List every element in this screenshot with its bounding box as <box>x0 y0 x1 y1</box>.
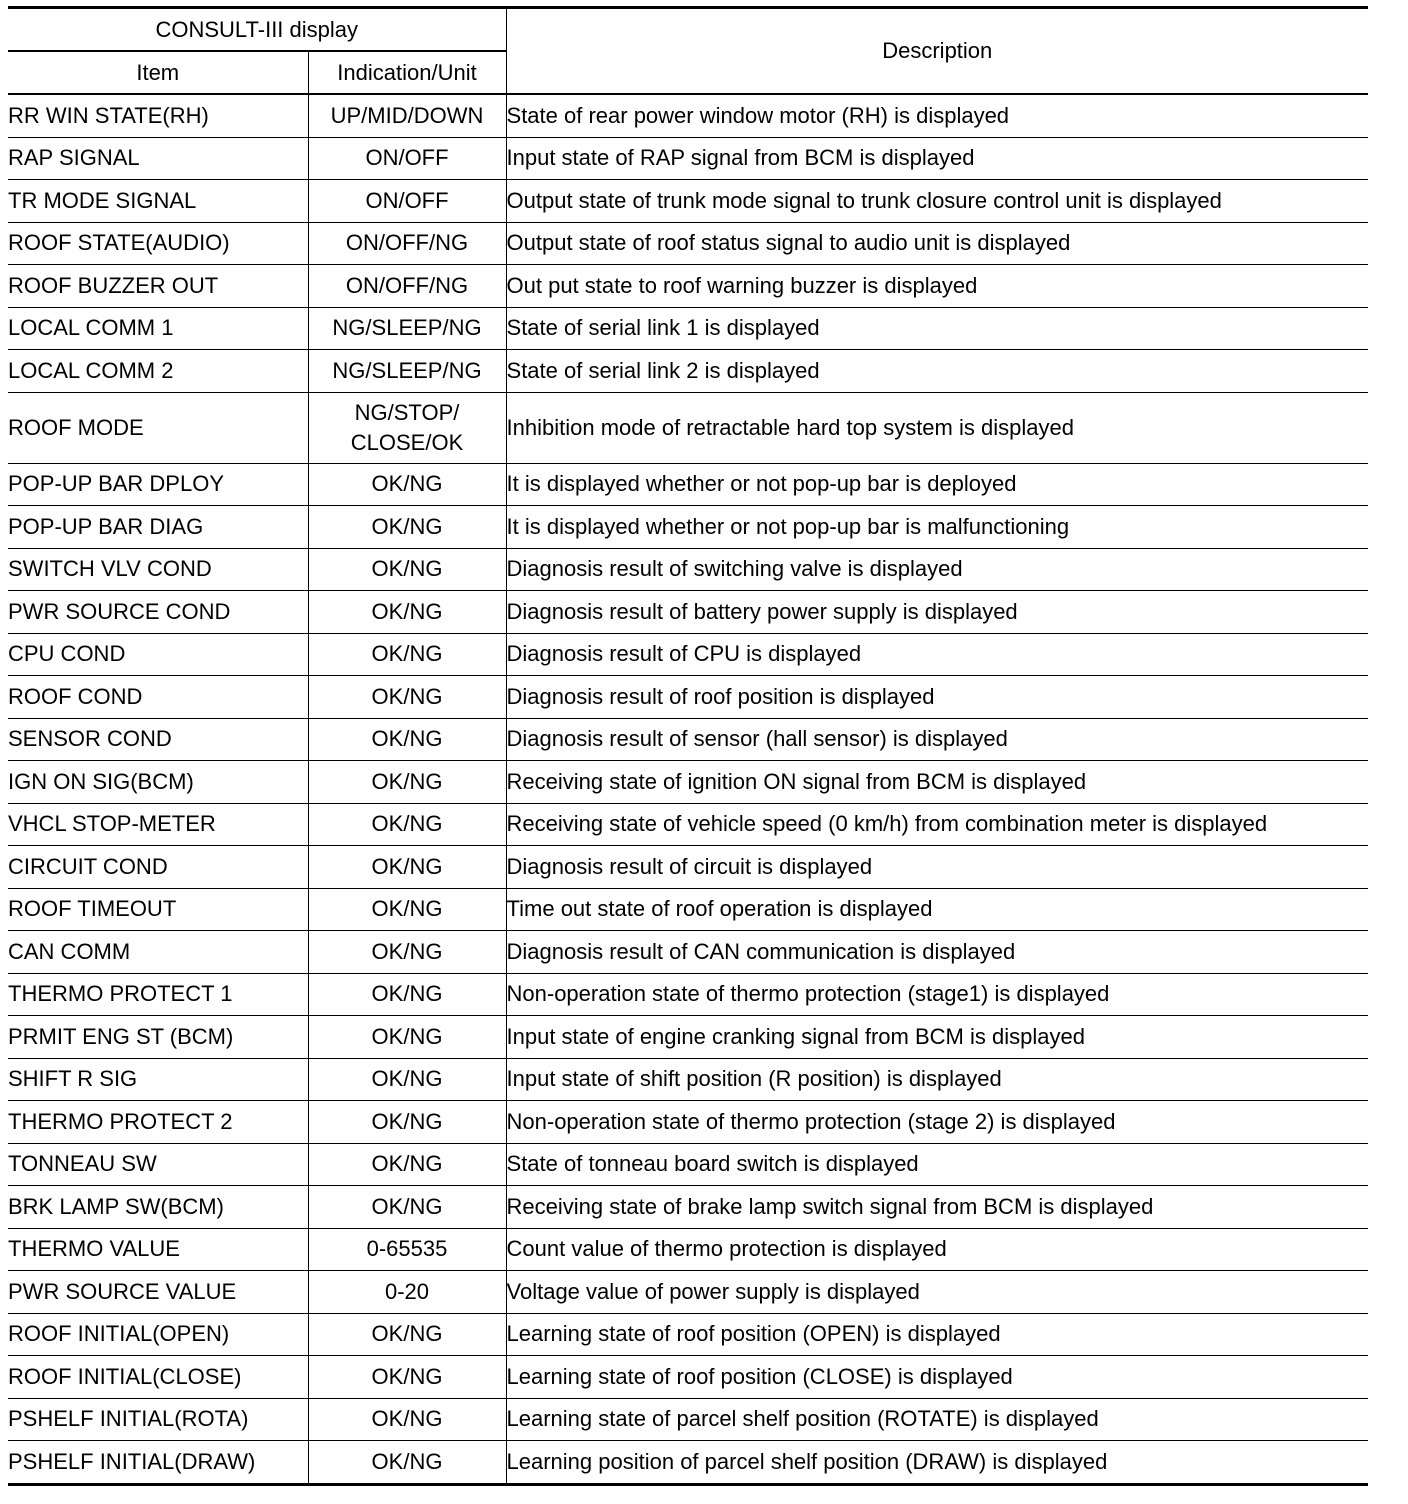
row-unit: ON/OFF <box>308 137 506 180</box>
row-unit: OK/NG <box>308 548 506 591</box>
row-item: CPU COND <box>8 633 308 676</box>
row-unit: OK/NG <box>308 676 506 719</box>
table-row <box>8 718 1368 761</box>
row-description: State of rear power window motor (RH) is displayed <box>506 94 1368 137</box>
row-unit-line: CLOSE/OK <box>350 429 464 455</box>
row-unit: OK/NG <box>308 591 506 634</box>
row-item: TR MODE SIGNAL <box>8 180 308 223</box>
table-body <box>8 94 1368 1484</box>
row-unit: OK/NG <box>308 1058 506 1101</box>
table-row <box>8 1271 1368 1314</box>
header-row-group <box>8 8 1368 52</box>
row-item: PSHELF INITIAL(ROTA) <box>8 1398 308 1441</box>
table-row <box>8 931 1368 974</box>
row-unit: ON/OFF/NG <box>308 222 506 265</box>
row-item: ROOF TIMEOUT <box>8 888 308 931</box>
row-item: LOCAL COMM 2 <box>8 350 308 393</box>
row-unit: OK/NG <box>308 718 506 761</box>
table-row <box>8 350 1368 393</box>
row-item: ROOF INITIAL(OPEN) <box>8 1313 308 1356</box>
row-item: PSHELF INITIAL(DRAW) <box>8 1441 308 1485</box>
row-unit: OK/NG <box>308 888 506 931</box>
row-item: RAP SIGNAL <box>8 137 308 180</box>
table-row <box>8 463 1368 506</box>
row-item: POP-UP BAR DPLOY <box>8 463 308 506</box>
table-row <box>8 180 1368 223</box>
table-row <box>8 307 1368 350</box>
row-item: SHIFT R SIG <box>8 1058 308 1101</box>
row-item: LOCAL COMM 1 <box>8 307 308 350</box>
row-unit: ON/OFF/NG <box>308 265 506 308</box>
row-description: Inhibition mode of retractable hard top system is displayed <box>506 392 1368 463</box>
row-unit: OK/NG <box>308 973 506 1016</box>
row-item: THERMO PROTECT 1 <box>8 973 308 1016</box>
row-description: Output state of roof status signal to audio unit is displayed <box>506 222 1368 265</box>
table-row <box>8 633 1368 676</box>
table-header <box>8 8 1368 95</box>
row-unit: OK/NG <box>308 1143 506 1186</box>
table-row <box>8 761 1368 804</box>
row-item: POP-UP BAR DIAG <box>8 506 308 549</box>
row-description: Input state of RAP signal from BCM is displayed <box>506 137 1368 180</box>
row-unit: OK/NG <box>308 633 506 676</box>
row-description: Diagnosis result of CPU is displayed <box>506 633 1368 676</box>
table-row <box>8 1101 1368 1144</box>
row-unit <box>308 392 506 463</box>
row-description: Input state of shift position (R position) is displayed <box>506 1058 1368 1101</box>
row-description: Learning state of roof position (CLOSE) is displayed <box>506 1356 1368 1399</box>
table-row <box>8 1186 1368 1229</box>
table-row <box>8 1228 1368 1271</box>
row-unit: 0-20 <box>308 1271 506 1314</box>
row-unit: ON/OFF <box>308 180 506 223</box>
table-row <box>8 265 1368 308</box>
row-description: Output state of trunk mode signal to trunk closure control unit is displayed <box>506 180 1368 223</box>
row-item: CIRCUIT COND <box>8 846 308 889</box>
row-item: TONNEAU SW <box>8 1143 308 1186</box>
row-item: IGN ON SIG(BCM) <box>8 761 308 804</box>
row-description: State of serial link 1 is displayed <box>506 307 1368 350</box>
row-description: Voltage value of power supply is displayed <box>506 1271 1368 1314</box>
table-row <box>8 676 1368 719</box>
table-row <box>8 548 1368 591</box>
row-description: Diagnosis result of CAN communication is displayed <box>506 931 1368 974</box>
row-item: PRMIT ENG ST (BCM) <box>8 1016 308 1059</box>
row-unit: OK/NG <box>308 1101 506 1144</box>
row-unit: UP/MID/DOWN <box>308 94 506 137</box>
table-row <box>8 392 1368 463</box>
row-description: Receiving state of ignition ON signal from BCM is displayed <box>506 761 1368 804</box>
row-unit: OK/NG <box>308 846 506 889</box>
row-item: ROOF STATE(AUDIO) <box>8 222 308 265</box>
table-row <box>8 1058 1368 1101</box>
row-description: Count value of thermo protection is displayed <box>506 1228 1368 1271</box>
row-description: Receiving state of vehicle speed (0 km/h) from combination meter is displayed <box>506 803 1368 846</box>
table-row <box>8 1441 1368 1485</box>
row-description: Non-operation state of thermo protection (stage1) is displayed <box>506 973 1368 1016</box>
header-consult-display: CONSULT-III display <box>8 8 506 52</box>
row-item: THERMO VALUE <box>8 1228 308 1271</box>
row-unit: 0-65535 <box>308 1228 506 1271</box>
row-description: Receiving state of brake lamp switch signal from BCM is displayed <box>506 1186 1368 1229</box>
row-item: RR WIN STATE(RH) <box>8 94 308 137</box>
row-unit: OK/NG <box>308 761 506 804</box>
row-description: Diagnosis result of battery power supply is displayed <box>506 591 1368 634</box>
row-description: Time out state of roof operation is displayed <box>506 888 1368 931</box>
table-row <box>8 94 1368 137</box>
row-unit: OK/NG <box>308 1186 506 1229</box>
row-unit: OK/NG <box>308 506 506 549</box>
table-row <box>8 1313 1368 1356</box>
consult-display-table <box>8 6 1368 1486</box>
header-description: Description <box>506 8 1368 95</box>
table-row <box>8 1016 1368 1059</box>
table-row <box>8 1143 1368 1186</box>
row-description: Diagnosis result of circuit is displayed <box>506 846 1368 889</box>
table-row <box>8 222 1368 265</box>
row-description: Learning state of parcel shelf position (ROTATE) is displayed <box>506 1398 1368 1441</box>
table-row <box>8 888 1368 931</box>
row-unit: OK/NG <box>308 1356 506 1399</box>
row-item: ROOF COND <box>8 676 308 719</box>
row-unit: OK/NG <box>308 1441 506 1485</box>
row-unit-line: NG/STOP/ <box>354 399 460 425</box>
row-description: State of serial link 2 is displayed <box>506 350 1368 393</box>
row-description: It is displayed whether or not pop-up bar is malfunctioning <box>506 506 1368 549</box>
row-unit: OK/NG <box>308 1398 506 1441</box>
table-row <box>8 506 1368 549</box>
row-unit: OK/NG <box>308 1313 506 1356</box>
row-description: Diagnosis result of switching valve is displayed <box>506 548 1368 591</box>
row-item: THERMO PROTECT 2 <box>8 1101 308 1144</box>
table-row <box>8 1398 1368 1441</box>
table-row <box>8 803 1368 846</box>
row-description: It is displayed whether or not pop-up bar is deployed <box>506 463 1368 506</box>
row-description: Learning state of roof position (OPEN) is displayed <box>506 1313 1368 1356</box>
table-row <box>8 846 1368 889</box>
row-item: BRK LAMP SW(BCM) <box>8 1186 308 1229</box>
row-unit: OK/NG <box>308 1016 506 1059</box>
row-unit: NG/SLEEP/NG <box>308 350 506 393</box>
row-description: Input state of engine cranking signal from BCM is displayed <box>506 1016 1368 1059</box>
header-indication-unit: Indication/Unit <box>308 51 506 94</box>
row-description: Diagnosis result of roof position is displayed <box>506 676 1368 719</box>
row-item: SENSOR COND <box>8 718 308 761</box>
table-row <box>8 591 1368 634</box>
table-row <box>8 137 1368 180</box>
row-item: SWITCH VLV COND <box>8 548 308 591</box>
row-item: ROOF BUZZER OUT <box>8 265 308 308</box>
row-description: State of tonneau board switch is displayed <box>506 1143 1368 1186</box>
row-item: CAN COMM <box>8 931 308 974</box>
row-description: Learning position of parcel shelf position (DRAW) is displayed <box>506 1441 1368 1485</box>
row-unit: OK/NG <box>308 463 506 506</box>
row-unit: OK/NG <box>308 803 506 846</box>
row-unit: NG/SLEEP/NG <box>308 307 506 350</box>
row-item: PWR SOURCE VALUE <box>8 1271 308 1314</box>
row-description: Non-operation state of thermo protection (stage 2) is displayed <box>506 1101 1368 1144</box>
table-row <box>8 973 1368 1016</box>
row-item: PWR SOURCE COND <box>8 591 308 634</box>
row-description: Diagnosis result of sensor (hall sensor) is displayed <box>506 718 1368 761</box>
header-item: Item <box>8 51 308 94</box>
row-description: Out put state to roof warning buzzer is displayed <box>506 265 1368 308</box>
row-unit: OK/NG <box>308 931 506 974</box>
table-row <box>8 1356 1368 1399</box>
row-item: ROOF INITIAL(CLOSE) <box>8 1356 308 1399</box>
row-item: VHCL STOP-METER <box>8 803 308 846</box>
row-item: ROOF MODE <box>8 392 308 463</box>
